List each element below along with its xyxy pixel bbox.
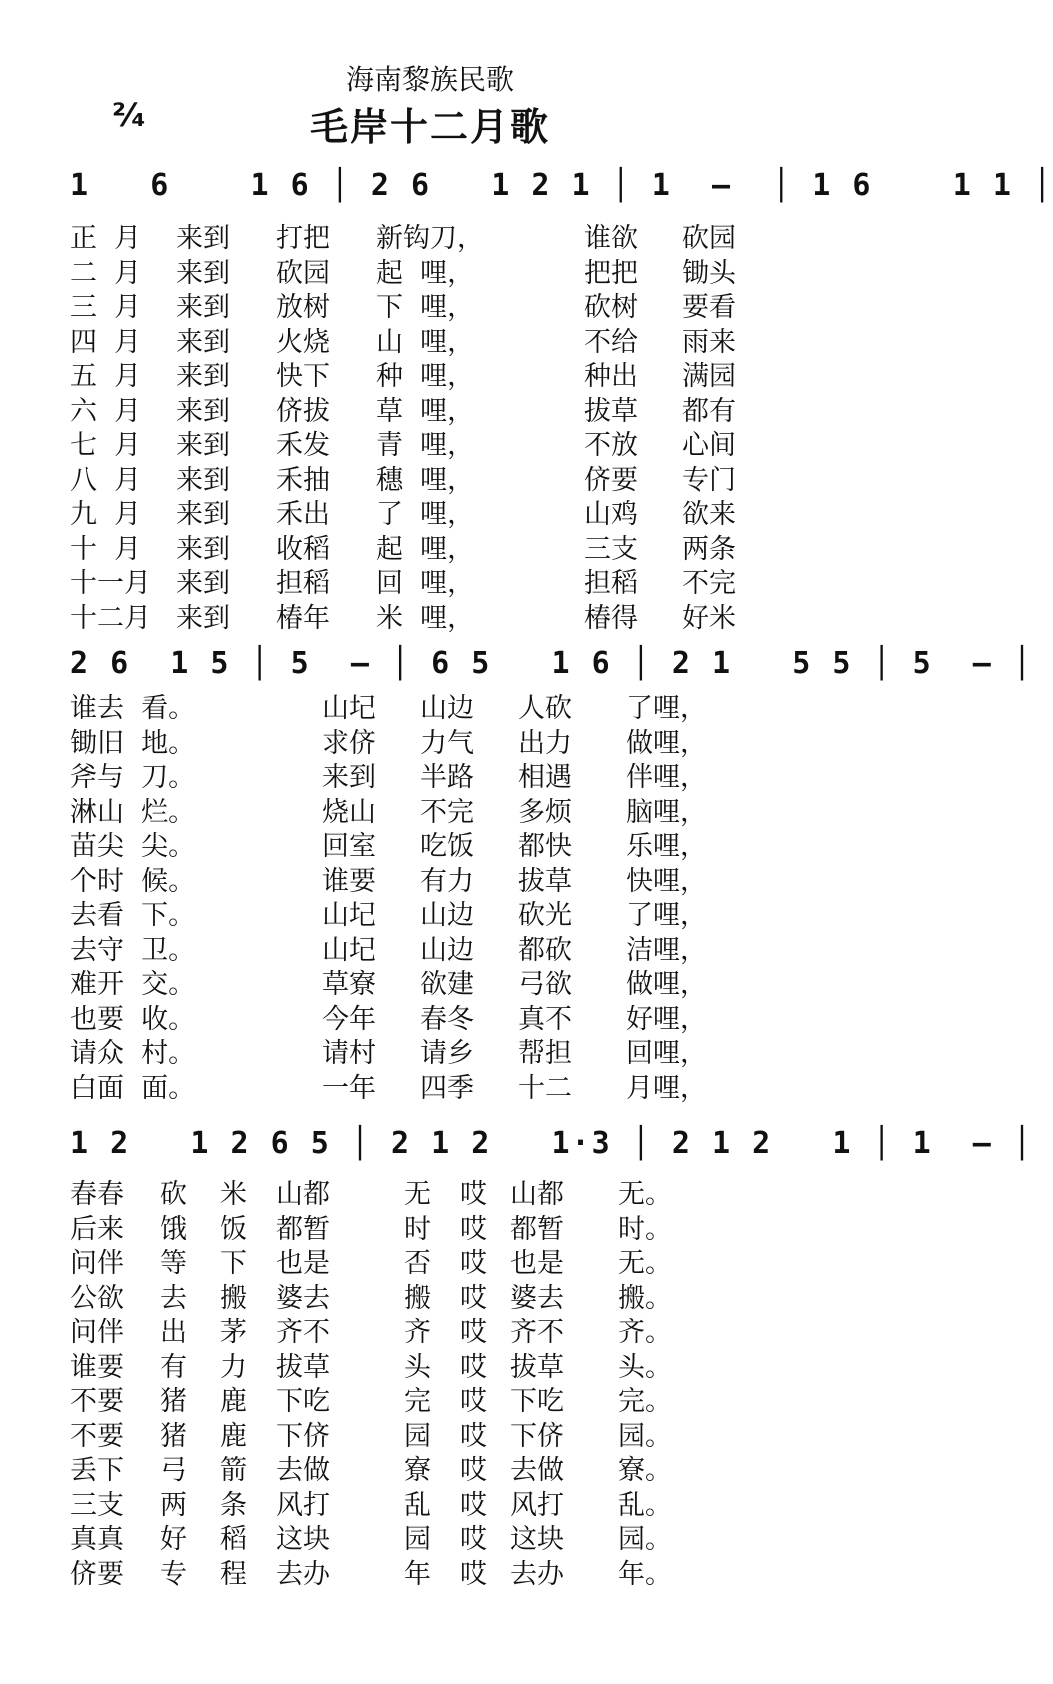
lyric-col8: 年。 — [618, 1558, 672, 1590]
lyric-col1: 问伴 — [70, 1248, 124, 1279]
lyric-col5: 脑哩， — [626, 796, 707, 828]
lyric-col2: 出 — [160, 1317, 187, 1348]
lyric-col6: 哎 — [460, 1179, 487, 1210]
lyric-col7: 风打 — [510, 1489, 564, 1521]
lyric-col5: 种出 — [584, 361, 638, 392]
lyric-col1: 公欲 — [70, 1282, 124, 1314]
lyric-col8: 乱。 — [618, 1489, 672, 1521]
lyric-col5: 山鸡 — [584, 499, 638, 530]
lyric-col6: 两条 — [682, 533, 736, 565]
lyric-col5: 砍树 — [584, 292, 638, 323]
lyric-col2: 弓 — [160, 1455, 187, 1486]
lyric-col4: 下吃 — [276, 1386, 330, 1417]
lyric-col5: 搬 — [404, 1282, 431, 1314]
notation-line-1 — [70, 150, 1053, 222]
lyric-col8: 寮。 — [618, 1455, 672, 1486]
lyric-col2: 来到 — [322, 762, 376, 793]
lyric-col2: 山圮 — [322, 934, 376, 966]
lyric-col6: 不完 — [682, 568, 736, 599]
lyric-col4: 起 哩， — [376, 257, 475, 289]
lyric-col5: 无 — [404, 1179, 431, 1210]
notation-text: 1 2 1 2 6 5 │ 2 1 2 1·3 │ 2 1 2 1 │ 1 — │ — [70, 1126, 1033, 1161]
lyric-col5: 谁欲 — [584, 223, 638, 254]
lyric-col3: 收稻 — [276, 533, 330, 565]
lyric-col3: 山边 — [420, 934, 474, 966]
lyric-col2: 求侪 — [322, 727, 376, 759]
lyric-col6: 要看 — [682, 292, 736, 323]
lyric-col6: 哎 — [460, 1524, 487, 1555]
lyric-col6: 砍园 — [682, 223, 736, 254]
lyric-col5: 月哩， — [626, 1072, 707, 1104]
lyric-col3: 禾抽 — [276, 464, 330, 496]
lyric-col3: 箭 — [220, 1455, 247, 1486]
lyric-col2: 砍 — [160, 1179, 187, 1210]
lyric-col3: 欲建 — [420, 969, 474, 1000]
lyric-col2: 草寮 — [322, 969, 376, 1000]
lyric-col1: 春春 — [70, 1179, 124, 1210]
lyric-col1: 去守 卫。 — [70, 934, 196, 966]
lyric-col5: 乱 — [404, 1489, 431, 1521]
lyric-col5: 侪要 — [584, 464, 638, 496]
lyric-col6: 哎 — [460, 1489, 487, 1521]
lyric-col5: 快哩， — [626, 865, 707, 897]
lyric-col4: 婆去 — [276, 1282, 330, 1314]
lyric-col5: 了哩， — [626, 693, 707, 724]
lyric-col4: 种 哩， — [376, 361, 475, 392]
lyric-col3: 砍园 — [276, 257, 330, 289]
lyric-col4: 了 哩， — [376, 499, 475, 530]
lyric-col5: 园 — [404, 1524, 431, 1555]
lyric-col5: 齐 — [404, 1317, 431, 1348]
lyric-col3: 有力 — [420, 865, 474, 897]
lyric-col1: 七 月 — [70, 430, 142, 461]
lyric-col4: 出力 — [518, 727, 572, 759]
lyric-col4: 多烦 — [518, 796, 572, 828]
lyric-col2: 等 — [160, 1248, 187, 1279]
lyric-col5: 三支 — [584, 533, 638, 565]
lyric-col3: 半路 — [420, 762, 474, 793]
lyric-col1: 九 月 — [70, 499, 142, 530]
lyric-col1: 去看 下。 — [70, 900, 196, 931]
lyric-col3: 山边 — [420, 900, 474, 931]
lyric-col1: 三支 — [70, 1489, 124, 1521]
lyric-col4: 新钩刀， — [376, 223, 484, 254]
lyric-col7: 也是 — [510, 1248, 564, 1279]
lyric-col5: 椿得 — [584, 602, 638, 634]
lyric-col3: 搬 — [220, 1282, 247, 1314]
lyric-col6: 哎 — [460, 1317, 487, 1348]
lyric-col2: 去 — [160, 1282, 187, 1314]
lyric-col2: 猪 — [160, 1386, 187, 1417]
lyric-col3: 四季 — [420, 1072, 474, 1104]
lyric-col2: 回室 — [322, 831, 376, 862]
lyric-col4: 穗 哩， — [376, 464, 475, 496]
lyric-col4: 青 哩， — [376, 430, 475, 461]
lyric-col4: 都快 — [518, 831, 572, 862]
lyric-col3: 鹿 — [220, 1420, 247, 1452]
lyric-col5: 乐哩， — [626, 831, 707, 862]
lyric-col6: 哎 — [460, 1248, 487, 1279]
lyric-col8: 完。 — [618, 1386, 672, 1417]
lyric-col2: 来到 — [176, 533, 230, 565]
lyric-col3: 吃饭 — [420, 831, 474, 862]
lyric-col1: 苗尖 尖。 — [70, 831, 196, 862]
lyric-col5: 不放 — [584, 430, 638, 461]
lyric-col1: 斧与 刀。 — [70, 762, 196, 793]
lyric-col4: 下侪 — [276, 1420, 330, 1452]
lyric-col2: 请村 — [322, 1038, 376, 1069]
lyric-col4: 弓欲 — [518, 969, 572, 1000]
lyric-col6: 都有 — [682, 395, 736, 427]
lyric-col7: 山都 — [510, 1179, 564, 1210]
lyric-col3: 椿年 — [276, 602, 330, 634]
lyric-col8: 齐。 — [618, 1317, 672, 1348]
song-subtitle: 海南黎族民歌 — [345, 63, 514, 96]
lyric-col5: 伴哩， — [626, 762, 707, 793]
lyric-col1: 八 月 — [70, 464, 142, 496]
lyric-col2: 来到 — [176, 395, 230, 427]
lyric-col1: 侪要 — [70, 1558, 124, 1590]
notation-text: 1 6 1 6 │ 2 6 1 2 1 │ 1 — │ 1 6 1 1 │ — [70, 168, 1053, 203]
lyric-col1: 请众 村。 — [70, 1038, 196, 1069]
lyric-col5: 头 — [404, 1351, 431, 1383]
lyric-col4: 山 哩， — [376, 326, 475, 358]
lyric-col6: 哎 — [460, 1282, 487, 1314]
lyric-col2: 来到 — [176, 361, 230, 392]
lyric-col1: 问伴 — [70, 1317, 124, 1348]
lyric-col3: 不完 — [420, 796, 474, 828]
lyric-col3: 程 — [220, 1558, 247, 1590]
lyric-col5: 做哩， — [626, 969, 707, 1000]
lyric-col6: 雨来 — [682, 326, 736, 358]
lyric-col6: 满园 — [682, 361, 736, 392]
lyric-col2: 来到 — [176, 292, 230, 323]
lyric-col2: 山圮 — [322, 900, 376, 931]
lyric-col1: 十二月 — [70, 602, 151, 634]
lyric-col2: 来到 — [176, 326, 230, 358]
lyric-col1: 正 月 — [70, 223, 142, 254]
time-signature: ²⁄₄ — [112, 96, 146, 134]
lyric-col8: 园。 — [618, 1524, 672, 1555]
lyric-col1: 五 月 — [70, 361, 142, 392]
lyric-col7: 下吃 — [510, 1386, 564, 1417]
lyric-col5: 担稻 — [584, 568, 638, 599]
lyric-col6: 好米 — [682, 602, 736, 634]
lyric-col2: 烧山 — [322, 796, 376, 828]
lyric-col8: 园。 — [618, 1420, 672, 1452]
lyric-col5: 园 — [404, 1420, 431, 1452]
lyric-col6: 欲来 — [682, 499, 736, 530]
lyric-col4: 真不 — [518, 1003, 572, 1035]
lyric-col2: 一年 — [322, 1072, 376, 1104]
lyric-col1: 谁去 看。 — [70, 693, 196, 724]
lyric-col5: 好哩， — [626, 1003, 707, 1035]
lyric-col3: 禾出 — [276, 499, 330, 530]
lyric-col7: 下侪 — [510, 1420, 564, 1452]
lyric-col1: 真真 — [70, 1524, 124, 1555]
lyric-col4: 拔草 — [518, 865, 572, 897]
lyric-col6: 心间 — [682, 430, 736, 461]
lyric-col2: 好 — [160, 1524, 187, 1555]
lyric-col2: 饿 — [160, 1213, 187, 1245]
lyric-col7: 这块 — [510, 1524, 564, 1555]
lyric-col3: 茅 — [220, 1317, 247, 1348]
lyric-col1: 淋山 烂。 — [70, 796, 196, 828]
lyric-col8: 搬。 — [618, 1282, 672, 1314]
lyric-col5: 把把 — [584, 257, 638, 289]
lyric-col3: 禾发 — [276, 430, 330, 461]
lyric-col2: 来到 — [176, 223, 230, 254]
lyric-col5: 否 — [404, 1248, 431, 1279]
lyric-col5: 不给 — [584, 326, 638, 358]
lyric-col2: 来到 — [176, 257, 230, 289]
lyric-col1: 十 月 — [70, 533, 142, 565]
lyric-col5: 了哩， — [626, 900, 707, 931]
song-title: 毛岸十二月歌 — [309, 105, 550, 149]
lyric-col4: 十二 — [518, 1072, 572, 1104]
lyric-col2: 猪 — [160, 1420, 187, 1452]
lyric-col4: 下 哩， — [376, 292, 475, 323]
lyric-col3: 放树 — [276, 292, 330, 323]
lyric-col5: 年 — [404, 1558, 431, 1590]
lyric-col8: 无。 — [618, 1248, 672, 1279]
lyric-col4: 这块 — [276, 1524, 330, 1555]
lyric-col4: 草 哩， — [376, 395, 475, 427]
lyric-col2: 专 — [160, 1558, 187, 1590]
lyric-col4: 相遇 — [518, 762, 572, 793]
lyric-col2: 来到 — [176, 430, 230, 461]
lyric-col2: 谁要 — [322, 865, 376, 897]
lyric-col3: 力 — [220, 1351, 247, 1383]
lyric-col3: 请乡 — [420, 1038, 474, 1069]
lyric-col2: 来到 — [176, 499, 230, 530]
lyric-col3: 快下 — [276, 361, 330, 392]
lyric-col1: 四 月 — [70, 326, 142, 358]
lyric-col1: 不要 — [70, 1420, 124, 1452]
lyric-col2: 有 — [160, 1351, 187, 1383]
lyric-col3: 山边 — [420, 693, 474, 724]
lyric-col1: 二 月 — [70, 257, 142, 289]
lyric-col1: 后来 — [70, 1213, 124, 1245]
notation-line-2 — [70, 628, 1033, 700]
lyric-col3: 米 — [220, 1179, 247, 1210]
lyric-col3: 打把 — [276, 223, 330, 254]
lyric-col7: 去做 — [510, 1455, 564, 1486]
lyric-col2: 今年 — [322, 1003, 376, 1035]
lyric-col7: 齐不 — [510, 1317, 564, 1348]
lyric-col7: 拔草 — [510, 1351, 564, 1383]
lyric-col2: 来到 — [176, 602, 230, 634]
lyric-col5: 完 — [404, 1386, 431, 1417]
notation-line-3 — [70, 1108, 1033, 1180]
lyric-col3: 稻 — [220, 1524, 247, 1555]
lyric-col4: 砍光 — [518, 900, 572, 931]
lyric-col4: 风打 — [276, 1489, 330, 1521]
lyric-col6: 哎 — [460, 1213, 487, 1245]
lyric-col7: 婆去 — [510, 1282, 564, 1314]
lyric-col4: 米 哩， — [376, 602, 475, 634]
lyric-col3: 侪拔 — [276, 395, 330, 427]
lyric-col3: 下 — [220, 1248, 247, 1279]
lyric-col5: 时 — [404, 1213, 431, 1245]
lyric-col5: 寮 — [404, 1455, 431, 1486]
lyric-col3: 火烧 — [276, 326, 330, 358]
lyric-col2: 来到 — [176, 568, 230, 599]
lyric-col5: 拔草 — [584, 395, 638, 427]
lyric-col1: 难开 交。 — [70, 969, 196, 1000]
lyric-col6: 哎 — [460, 1558, 487, 1590]
lyric-col1: 锄旧 地。 — [70, 727, 196, 759]
lyric-col4: 山都 — [276, 1179, 330, 1210]
lyric-col4: 去做 — [276, 1455, 330, 1486]
lyric-col1: 六 月 — [70, 395, 142, 427]
lyric-col3: 条 — [220, 1489, 247, 1521]
lyric-col4: 拔草 — [276, 1351, 330, 1383]
lyric-col7: 都暂 — [510, 1213, 564, 1245]
lyric-col2: 山圮 — [322, 693, 376, 724]
lyric-col8: 时。 — [618, 1213, 672, 1245]
lyric-col1: 丢下 — [70, 1455, 124, 1486]
lyric-col1: 三 月 — [70, 292, 142, 323]
lyric-col4: 人砍 — [518, 693, 572, 724]
lyric-col1: 谁要 — [70, 1351, 124, 1383]
lyric-col4: 帮担 — [518, 1038, 572, 1069]
lyric-col6: 哎 — [460, 1455, 487, 1486]
lyric-col4: 回 哩， — [376, 568, 475, 599]
lyric-col1: 不要 — [70, 1386, 124, 1417]
lyric-col2: 两 — [160, 1489, 187, 1521]
lyric-col4: 齐不 — [276, 1317, 330, 1348]
lyric-col8: 无。 — [618, 1179, 672, 1210]
lyric-col6: 专门 — [682, 464, 736, 496]
lyric-col1: 也要 收。 — [70, 1003, 196, 1035]
lyric-col1: 个时 候。 — [70, 865, 196, 897]
lyric-col6: 哎 — [460, 1420, 487, 1452]
notation-text: 2 6 1 5 │ 5 — │ 6 5 1 6 │ 2 1 5 5 │ 5 — │ — [70, 646, 1033, 681]
lyric-col6: 哎 — [460, 1351, 487, 1383]
lyric-col7: 去办 — [510, 1558, 564, 1590]
lyric-col3: 春冬 — [420, 1003, 474, 1035]
lyric-col1: 白面 面。 — [70, 1072, 196, 1104]
lyric-col6: 哎 — [460, 1386, 487, 1417]
lyric-col4: 都砍 — [518, 934, 572, 966]
lyric-col2: 来到 — [176, 464, 230, 496]
lyric-col5: 洁哩， — [626, 934, 707, 966]
lyric-col3: 鹿 — [220, 1386, 247, 1417]
lyric-col4: 起 哩， — [376, 533, 475, 565]
lyric-col3: 饭 — [220, 1213, 247, 1245]
lyric-col4: 也是 — [276, 1248, 330, 1279]
lyric-col4: 去办 — [276, 1558, 330, 1590]
lyric-col6: 锄头 — [682, 257, 736, 289]
lyric-col5: 做哩， — [626, 727, 707, 759]
lyric-col3: 担稻 — [276, 568, 330, 599]
lyric-col5: 回哩， — [626, 1038, 707, 1069]
lyric-col1: 十一月 — [70, 568, 151, 599]
lyric-col4: 都暂 — [276, 1213, 330, 1245]
lyric-col3: 力气 — [420, 727, 474, 759]
lyric-col8: 头。 — [618, 1351, 672, 1383]
